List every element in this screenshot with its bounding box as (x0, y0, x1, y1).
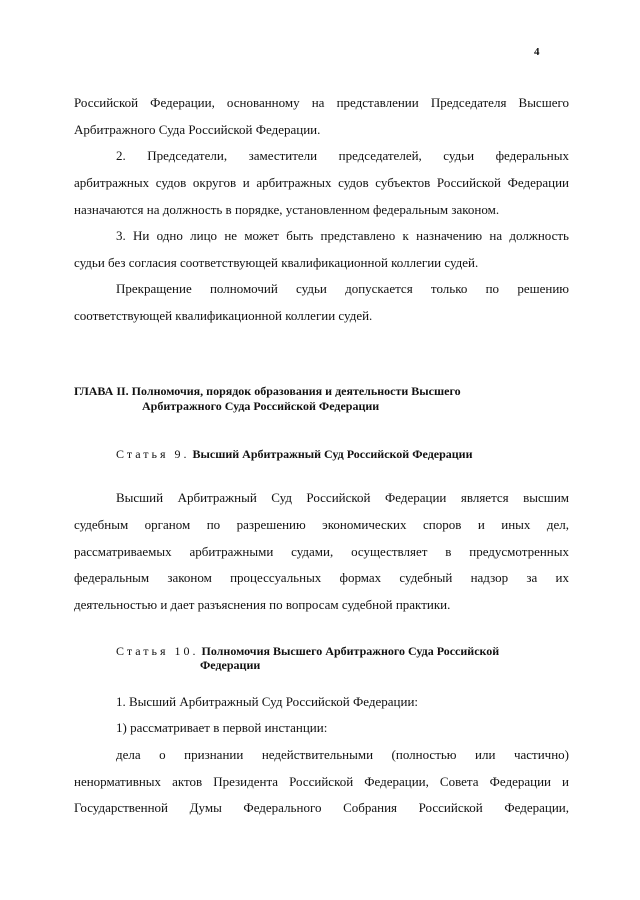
paragraph-line: назначаются на должность в порядке, установленном федеральным законом. (74, 202, 500, 217)
page-number: 4 (534, 46, 540, 58)
article-title: Высший Арбитражный Суд Российской Федерации (192, 447, 473, 461)
article-label: Статья 10. (116, 644, 199, 658)
chapter-heading (74, 384, 569, 414)
article-title-line1: Полномочия Высшего Арбитражного Суда Российской (201, 644, 500, 658)
paragraph-line: ненормативных актов Президента Российской Федерации, Совета Федерации и (74, 774, 569, 789)
paragraph-line: деятельностью и дает разъяснения по вопросам судебной практики. (74, 597, 451, 612)
paragraph-line: судьи без согласия соответствующей квалификационной коллегии судей. (74, 255, 479, 270)
paragraph-line: соответствующей квалификационной коллегии судей. (74, 308, 373, 323)
paragraph-line: дела о признании недействительными (полностью или частично) (116, 747, 569, 762)
paragraph-line: Арбитражного Суда Российской Федерации. (74, 122, 321, 137)
paragraph-line: федеральным законом процессуальных формах судебный надзор за их (74, 570, 569, 585)
paragraph-line: Прекращение полномочий судьи допускается только по решению (116, 281, 569, 296)
paragraph-line: 2. Председатели, заместители председателей, судьи федеральных (116, 148, 569, 163)
paragraph-line: Российской Федерации, основанному на представлении Председателя Высшего (74, 95, 569, 110)
paragraph-line: арбитражных судов округов и арбитражных судов субъектов Российской Федерации (74, 175, 569, 190)
article-9-heading (116, 447, 569, 461)
article-label: Статья 9. (116, 447, 190, 461)
paragraph-line: рассматриваемых арбитражными судами, осуществляет в предусмотренных (74, 544, 569, 559)
paragraph-line: 1. Высший Арбитражный Суд Российской Федерации: (116, 694, 419, 709)
chapter-title-line2: Арбитражного Суда Российской Федерации (142, 399, 380, 413)
paragraph-line: 1) рассматривает в первой инстанции: (116, 720, 328, 735)
article-title-line2: Федерации (200, 658, 261, 672)
paragraph-line: 3. Ни одно лицо не может быть представлено к назначению на должность (116, 228, 569, 243)
paragraph-line: Государственной Думы Федерального Собрания Российской Федерации, (74, 800, 569, 815)
article-10-heading (116, 644, 569, 672)
chapter-title-line1: ГЛАВА II. Полномочия, порядок образования и деятельности Высшего (74, 384, 461, 398)
paragraph-line: судебным органом по разрешению экономических споров и иных дел, (74, 517, 569, 532)
paragraph-line: Высший Арбитражный Суд Российской Федерации является высшим (116, 490, 569, 505)
